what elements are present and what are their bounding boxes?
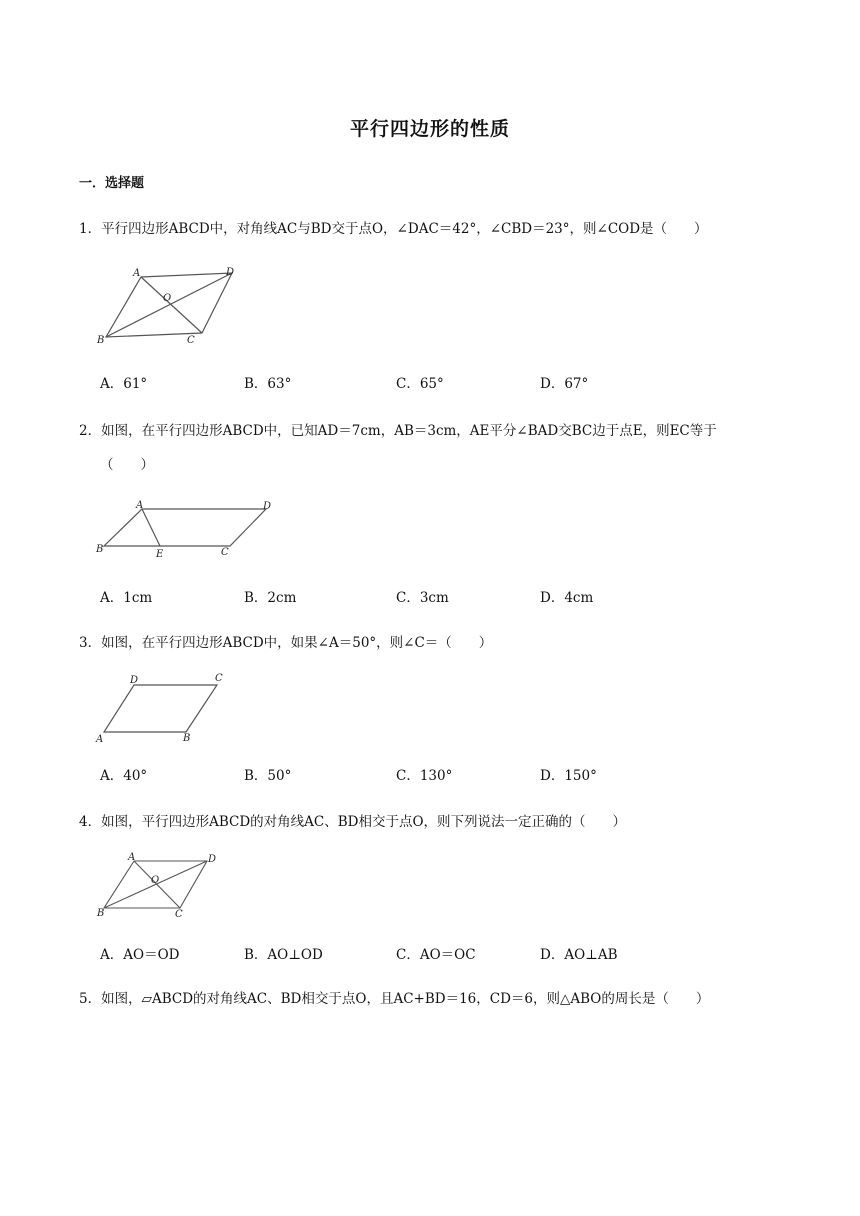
q2-option-a[interactable]: A．1cm: [100, 590, 153, 606]
figure-q1-label-d: D: [226, 267, 235, 278]
figure-q1-label-o: O: [163, 293, 172, 304]
figure-q1-label-c: C: [187, 335, 195, 346]
figure-q4-label-b: B: [97, 908, 105, 919]
figure-q2-label-e: E: [156, 549, 164, 560]
q3-option-b[interactable]: B．50°: [244, 768, 292, 784]
figure-q4-label-o: O: [151, 875, 160, 886]
q2-option-b[interactable]: B．2cm: [244, 590, 297, 606]
question-1-text: 1．平行四边形ABCD中，对角线AC与BD交于点O，∠DAC＝42°，∠CBD＝23°，则∠COD是（ ）: [79, 221, 708, 237]
figure-q2-parallelogram: [94, 497, 279, 561]
figure-q4-label-c: C: [175, 909, 183, 920]
figure-q3-parallelogram: [94, 670, 234, 746]
figure-q2-label-c: C: [221, 547, 229, 558]
q4-option-c[interactable]: C．AO＝OC: [396, 947, 476, 963]
q1-option-a[interactable]: A．61°: [100, 376, 148, 392]
q2-option-d[interactable]: D．4cm: [540, 590, 594, 606]
figure-q1-label-b: B: [97, 335, 105, 346]
q4-option-a[interactable]: A．AO＝OD: [100, 947, 180, 963]
figure-q2-label-d: D: [263, 501, 272, 512]
figure-q1-parallelogram: [95, 263, 250, 347]
question-2-text-cont: （ ）: [100, 457, 154, 473]
q1-option-c[interactable]: C．65°: [396, 376, 444, 392]
question-3-text: 3．如图，在平行四边形ABCD中，如果∠A＝50°，则∠C＝（ ）: [79, 635, 493, 651]
figure-q4-label-a: A: [128, 852, 136, 863]
q3-option-d[interactable]: D．150°: [540, 768, 597, 784]
figure-q2-label-a: A: [136, 500, 144, 511]
figure-q4-label-d: D: [208, 854, 217, 865]
figure-q3-label-d: D: [130, 675, 139, 686]
figure-q3-label-b: B: [183, 733, 191, 744]
section-heading: 一．选择题: [79, 176, 145, 191]
q1-option-d[interactable]: D．67°: [540, 376, 589, 392]
q4-option-b[interactable]: B．AO⊥OD: [244, 947, 323, 963]
figure-q3-label-c: C: [215, 673, 223, 684]
question-2-text: 2．如图，在平行四边形ABCD中，已知AD＝7cm，AB＝3cm，AE平分∠BAD交BC边于点E，则EC等于: [79, 423, 717, 439]
q1-option-b[interactable]: B．63°: [244, 376, 292, 392]
question-5-text: 5．如图，▱ABCD的对角线AC、BD相交于点O，且AC+BD＝16，CD＝6，则△ABO的周长是（ ）: [79, 991, 710, 1007]
figure-q3-label-a: A: [96, 734, 104, 745]
q3-option-c[interactable]: C．130°: [396, 768, 453, 784]
figure-q2-label-b: B: [96, 544, 104, 555]
q2-option-c[interactable]: C．3cm: [396, 590, 449, 606]
figure-q1-label-a: A: [133, 268, 141, 279]
q4-option-d[interactable]: D．AO⊥AB: [540, 947, 618, 963]
q3-option-a[interactable]: A．40°: [100, 768, 148, 784]
figure-q4-parallelogram: [94, 850, 224, 922]
page-title: 平行四边形的性质: [349, 118, 510, 140]
question-4-text: 4．如图，平行四边形ABCD的对角线AC、BD相交于点O，则下列说法一定正确的（ ）: [79, 814, 627, 830]
